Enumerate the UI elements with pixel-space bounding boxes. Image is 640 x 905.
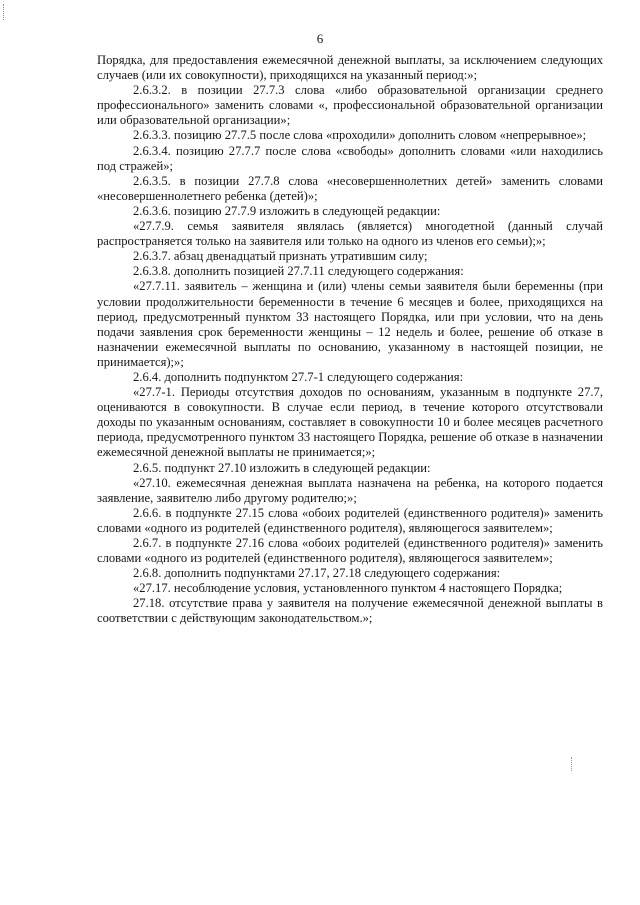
paragraph-quote-27-10: «27.10. ежемесячная денежная выплата назначена на ребенка, на которого подается заявление, заявителю либо другому родителю;»; bbox=[97, 475, 603, 505]
scan-speck bbox=[571, 757, 573, 771]
paragraph-quote-27-7-11: «27.7.11. заявитель – женщина и (или) члены семьи заявителя были беременны (при условии продолжительности беременности в течение 6 месяцев и более, приходящихся на период, предусмотренный пунктом 33 настоящего Порядка, или при условии, что на день подачи заявления срок беременности женщины – 12 недель и более, решение об отказе в назначении ежемесячной выплаты по основанию, указанному в настоящей позиции, не принимается);»; bbox=[97, 279, 603, 369]
paragraph-2-6-3-7: 2.6.3.7. абзац двенадцатый признать утратившим силу; bbox=[133, 249, 428, 264]
paragraph-2-6-5: 2.6.5. подпункт 27.10 изложить в следующей редакции: bbox=[133, 460, 431, 475]
paragraph-2-6-3-2: 2.6.3.2. в позиции 27.7.3 слова «либо образовательной организации среднего профессионального» заменить словами «, профессиональной образовательной организации или образовательной организации»; bbox=[97, 83, 603, 128]
paragraph-quote-27-7-9: «27.7.9. семья заявителя являлась (является) многодетной (данный случай распространяется только на заявителя или только на одного из членов его семьи);»; bbox=[97, 219, 603, 249]
paragraph-2-6-3-6: 2.6.3.6. позицию 27.7.9 изложить в следующей редакции: bbox=[133, 203, 441, 218]
paragraph-2-6-7: 2.6.7. в подпункте 27.16 слова «обоих родителей (единственного родителя)» заменить словами «одного из родителей (единственного родителя), являющегося заявителем»; bbox=[97, 536, 603, 566]
paragraph-2-6-3-5: 2.6.3.5. в позиции 27.7.8 слова «несовершеннолетних детей» заменить словами «несовершеннолетнего ребенка (детей)»; bbox=[97, 173, 603, 203]
paragraph-2-6-3-4: 2.6.3.4. позицию 27.7.7 после слова «свободы» дополнить словами «или находились под стражей»; bbox=[97, 143, 603, 173]
scan-edge-mark bbox=[3, 4, 6, 20]
page-number: 6 bbox=[316, 31, 324, 46]
paragraph-2-6-4: 2.6.4. дополнить подпунктом 27.7-1 следующего содержания: bbox=[133, 369, 464, 384]
paragraph-2-6-6: 2.6.6. в подпункте 27.15 слова «обоих родителей (единственного родителя)» заменить словами «одного из родителей (единственного родителя), являющегося заявителем»; bbox=[97, 505, 603, 535]
document-body bbox=[97, 53, 603, 627]
paragraph-quote-27-17: «27.17. несоблюдение условия, установленного пунктом 4 настоящего Порядка; bbox=[133, 581, 563, 596]
paragraph-2-6-8: 2.6.8. дополнить подпунктами 27.17, 27.18 следующего содержания: bbox=[133, 566, 501, 581]
paragraph-27-18: 27.18. отсутствие права у заявителя на получение ежемесячной денежной выплаты в соответствии с действующим законодательством.»; bbox=[97, 596, 603, 626]
paragraph-continuation: Порядка, для предоставления ежемесячной денежной выплаты, за исключением следующих случаев (или их совокупности), приходящихся на указанный период:»; bbox=[97, 53, 603, 83]
paragraph-quote-27-7-1: «27.7-1. Периоды отсутствия доходов по основаниям, указанным в подпункте 27.7, оцениваются в совокупности. В случае если период, в течение которого отсутствовали доходы по указанным основаниям, составляет в совокупности 10 и более месяцев расчетного периода, предусмотренного пунктом 33 настоящего Порядка, решение об отказе в назначении ежемесячной денежной выплаты не принимается;»; bbox=[97, 385, 603, 460]
paragraph-2-6-3-3: 2.6.3.3. позицию 27.7.5 после слова «проходили» дополнить словом «непрерывное»; bbox=[133, 128, 587, 143]
paragraph-2-6-3-8: 2.6.3.8. дополнить позицией 27.7.11 следующего содержания: bbox=[133, 264, 464, 279]
